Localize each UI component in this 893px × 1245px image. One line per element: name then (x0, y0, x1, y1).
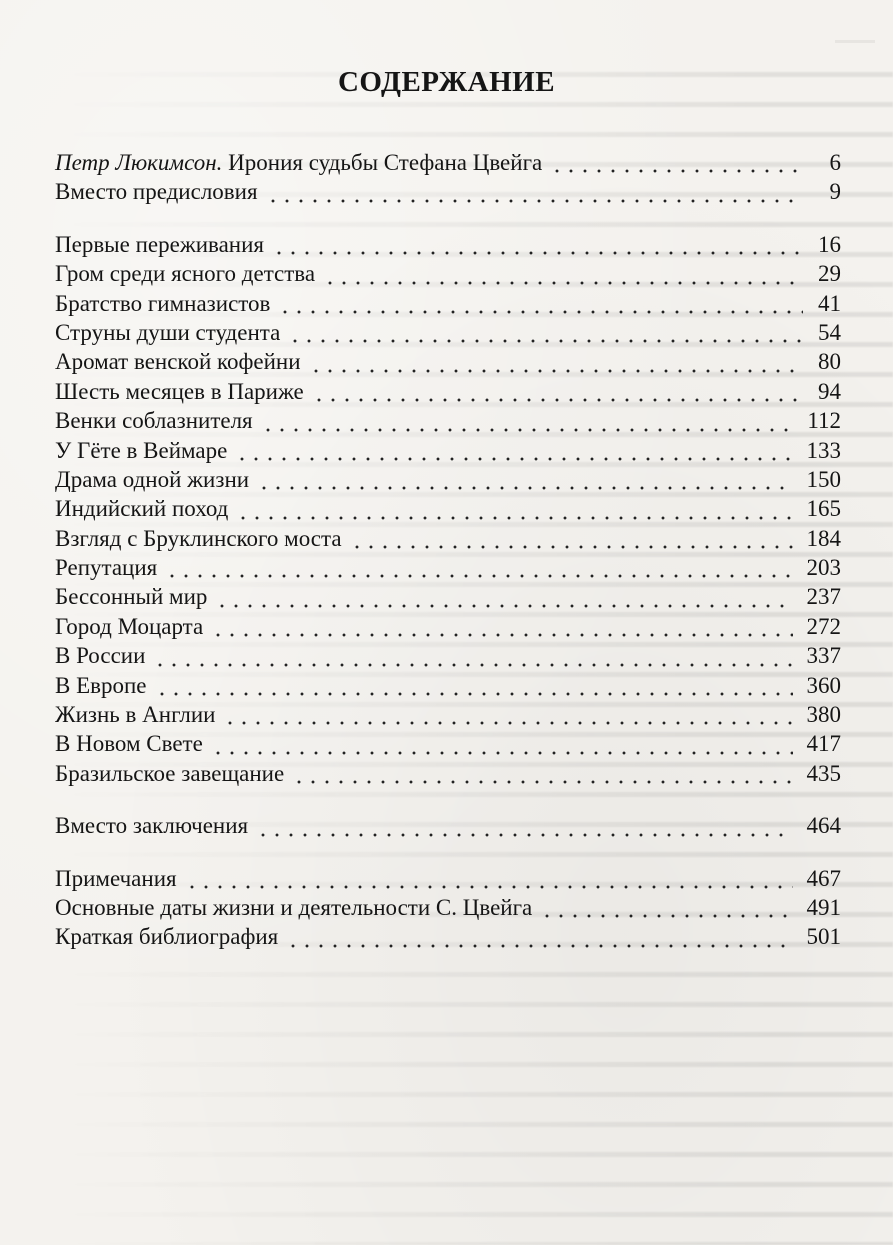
toc-entry-title: Бразильское завещание (55, 760, 285, 786)
toc-entry-title: Вместо предисловия (55, 179, 258, 205)
toc-entry-page: 165 (806, 496, 841, 522)
dot-leader (350, 540, 793, 550)
dot-leader (211, 628, 792, 638)
toc-entry-chapter (55, 524, 841, 553)
toc-entry-bibliography (55, 922, 841, 951)
toc-entry-title: Краткая библиография (55, 924, 279, 950)
toc-entry-title: Ирония судьбы Стефана Цвейга (222, 150, 543, 175)
toc-entry-chapter (55, 259, 841, 288)
toc-entry-chapter (55, 700, 841, 729)
toc-entry-page: 184 (806, 525, 841, 551)
toc-entry-title: Примечания (55, 865, 177, 891)
toc-entry-title: Город Моцарта (55, 613, 204, 639)
dot-leader (235, 452, 792, 462)
dot-leader (286, 939, 792, 949)
section-gap (55, 841, 841, 864)
dot-leader (257, 481, 792, 491)
toc-entry-chapter (55, 671, 841, 700)
toc-entry-page: 467 (806, 865, 841, 891)
toc-entry-chapter (55, 347, 841, 376)
toc-entry-chapter (55, 582, 841, 611)
toc-entry-title: Бессонный мир (55, 584, 208, 610)
toc-entry-title: В Новом Свете (55, 731, 203, 757)
toc-entry-title: Репутация (55, 555, 158, 581)
toc-entry-title: В России (55, 643, 146, 669)
toc-entry-introduction (55, 148, 841, 177)
toc-entry-chapter (55, 289, 841, 318)
toc-entry-title: Струны души студента (55, 319, 281, 345)
toc-entry-chronology (55, 893, 841, 922)
toc-entry-title: Жизнь в Англии (55, 702, 216, 728)
toc-entry-page: 29 (818, 261, 841, 287)
toc-entry-title: Первые переживания (55, 231, 264, 257)
toc-entry-page: 272 (806, 613, 841, 639)
toc-entry-chapter (55, 641, 841, 670)
dot-leader (223, 716, 792, 726)
toc-entry-conclusion (55, 811, 841, 840)
toc-entry-title: Аромат венской кофейни (55, 349, 301, 375)
toc-entry-page: 464 (806, 813, 841, 839)
toc-entry-chapter (55, 230, 841, 259)
dot-leader (256, 828, 792, 838)
dot-leader (155, 687, 793, 697)
toc-entry-chapter (55, 377, 841, 406)
dot-leader (288, 334, 803, 344)
section-gap (55, 788, 841, 811)
toc-entry-chapter (55, 465, 841, 494)
toc-entry-page: 80 (818, 349, 841, 375)
dot-leader (185, 880, 793, 890)
toc-entry-page: 491 (806, 894, 841, 920)
dot-leader (312, 393, 803, 403)
dot-leader (540, 909, 792, 919)
toc-entry-chapter (55, 612, 841, 641)
toc-entry-page: 360 (806, 672, 841, 698)
toc-entry-title: У Гёте в Веймаре (55, 437, 228, 463)
toc-entry-title: В Европе (55, 672, 147, 698)
toc-entry-title: Взгляд с Бруклинского моста (55, 525, 342, 551)
toc-entry-title: Драма одной жизни (55, 466, 250, 492)
dot-leader (323, 276, 803, 286)
dot-leader (261, 423, 794, 433)
dot-leader (278, 305, 803, 315)
dot-leader (266, 194, 803, 204)
toc-entry-chapter (55, 494, 841, 523)
section-gap (55, 207, 841, 230)
toc-entry-page: 380 (806, 702, 841, 728)
toc-entry-page: 54 (818, 319, 841, 345)
toc-entry-preface (55, 177, 841, 206)
page-mark (835, 40, 875, 43)
dot-leader (211, 746, 793, 756)
toc-entry-label (55, 148, 542, 177)
toc-entry-title: Венки соблазнителя (55, 408, 253, 434)
dot-leader (215, 599, 792, 609)
toc-entry-page: 9 (829, 179, 841, 205)
toc-entry-page: 435 (806, 760, 841, 786)
toc-entry-notes (55, 864, 841, 893)
toc-entry-page: 94 (818, 378, 841, 404)
toc-entry-page: 417 (806, 731, 841, 757)
dot-leader (165, 569, 792, 579)
dot-leader (550, 164, 803, 174)
toc-entry-title: Гром среди ясного детства (55, 261, 316, 287)
toc-entry-title: Вместо заключения (55, 813, 249, 839)
toc-entry-chapter (55, 759, 841, 788)
toc-entry-title: Братство гимназистов (55, 290, 271, 316)
toc-entry-author: Петр Люкимсон. (55, 150, 223, 175)
dot-leader (272, 246, 803, 256)
toc-entry-chapter (55, 729, 841, 758)
toc-entry-page: 237 (806, 584, 841, 610)
toc-entry-page: 150 (806, 466, 841, 492)
toc-entry-chapter (55, 553, 841, 582)
toc-entry-page: 41 (818, 290, 841, 316)
toc-entry-page: 203 (806, 555, 841, 581)
dot-leader (309, 364, 803, 374)
dot-leader (236, 511, 792, 521)
toc-entry-page: 6 (829, 150, 841, 175)
toc-entry-page: 337 (806, 643, 841, 669)
toc-entry-page: 133 (806, 437, 841, 463)
toc-entry-page: 16 (818, 231, 841, 257)
toc-entry-title: Основные даты жизни и деятельности С. Цвейга (55, 894, 533, 920)
toc-entry-chapter (55, 406, 841, 435)
toc-entry-chapter (55, 436, 841, 465)
toc-entry-title: Шесть месяцев в Париже (55, 378, 304, 404)
dot-leader (153, 658, 792, 668)
dot-leader (292, 775, 792, 785)
toc-entry-title: Индийский поход (55, 496, 229, 522)
toc-entry-page: 112 (807, 408, 841, 434)
page-title: СОДЕРЖАНИЕ (337, 66, 556, 98)
table-of-contents (55, 148, 841, 952)
toc-entry-chapter (55, 318, 841, 347)
toc-entry-page: 501 (806, 924, 841, 950)
